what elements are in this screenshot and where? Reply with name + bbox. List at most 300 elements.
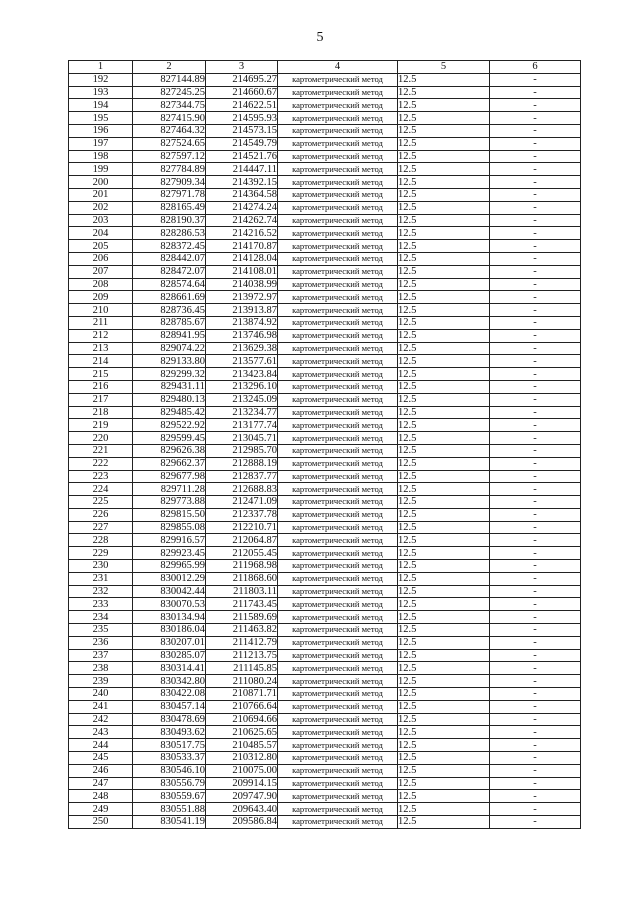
- point-number-cell: 219: [69, 419, 133, 432]
- accuracy-cell: 12.5: [398, 470, 490, 483]
- method-cell: картометрический метод: [278, 816, 398, 829]
- note-cell: -: [490, 816, 581, 829]
- note-cell: -: [490, 112, 581, 125]
- y-coordinate-cell: 214216.52: [206, 227, 278, 240]
- table-row: [69, 368, 581, 381]
- point-number-cell: 237: [69, 649, 133, 662]
- table-row: [69, 252, 581, 265]
- accuracy-cell: 12.5: [398, 99, 490, 112]
- table-row: [69, 201, 581, 214]
- method-cell: картометрический метод: [278, 329, 398, 342]
- table-row: [69, 636, 581, 649]
- y-coordinate-cell: 213874.92: [206, 316, 278, 329]
- table-row: [69, 163, 581, 176]
- method-cell: картометрический метод: [278, 265, 398, 278]
- note-cell: -: [490, 457, 581, 470]
- point-number-cell: 205: [69, 240, 133, 253]
- table-row: [69, 265, 581, 278]
- point-number-cell: 209: [69, 291, 133, 304]
- accuracy-cell: 12.5: [398, 560, 490, 573]
- point-number-cell: 249: [69, 803, 133, 816]
- x-coordinate-cell: 828286.53: [133, 227, 206, 240]
- method-cell: картометрический метод: [278, 598, 398, 611]
- method-cell: картометрический метод: [278, 649, 398, 662]
- note-cell: -: [490, 496, 581, 509]
- accuracy-cell: 12.5: [398, 713, 490, 726]
- point-number-cell: 194: [69, 99, 133, 112]
- point-number-cell: 214: [69, 355, 133, 368]
- method-cell: картометрический метод: [278, 739, 398, 752]
- y-coordinate-cell: 213746.98: [206, 329, 278, 342]
- table-row: [69, 585, 581, 598]
- table-row: [69, 86, 581, 99]
- y-coordinate-cell: 210871.71: [206, 688, 278, 701]
- point-number-cell: 229: [69, 547, 133, 560]
- page-number: 5: [316, 30, 324, 45]
- x-coordinate-cell: 830546.10: [133, 764, 206, 777]
- point-number-cell: 224: [69, 483, 133, 496]
- table-row: [69, 675, 581, 688]
- column-header: 3: [206, 61, 278, 74]
- method-cell: картометрический метод: [278, 547, 398, 560]
- method-cell: картометрический метод: [278, 636, 398, 649]
- note-cell: -: [490, 764, 581, 777]
- x-coordinate-cell: 829431.11: [133, 380, 206, 393]
- x-coordinate-cell: 827464.32: [133, 124, 206, 137]
- point-number-cell: 248: [69, 790, 133, 803]
- accuracy-cell: 12.5: [398, 214, 490, 227]
- point-number-cell: 227: [69, 521, 133, 534]
- point-number-cell: 246: [69, 764, 133, 777]
- note-cell: -: [490, 624, 581, 637]
- note-cell: -: [490, 688, 581, 701]
- point-number-cell: 238: [69, 662, 133, 675]
- x-coordinate-cell: 827245.25: [133, 86, 206, 99]
- y-coordinate-cell: 214108.01: [206, 265, 278, 278]
- x-coordinate-cell: 827344.75: [133, 99, 206, 112]
- note-cell: -: [490, 598, 581, 611]
- y-coordinate-cell: 211968.98: [206, 560, 278, 573]
- y-coordinate-cell: 214038.99: [206, 278, 278, 291]
- accuracy-cell: 12.5: [398, 188, 490, 201]
- y-coordinate-cell: 211868.60: [206, 572, 278, 585]
- table-row: [69, 534, 581, 547]
- x-coordinate-cell: 829522.92: [133, 419, 206, 432]
- table-row: [69, 342, 581, 355]
- point-number-cell: 201: [69, 188, 133, 201]
- x-coordinate-cell: 827415.90: [133, 112, 206, 125]
- y-coordinate-cell: 210625.65: [206, 726, 278, 739]
- point-number-cell: 195: [69, 112, 133, 125]
- method-cell: картометрический метод: [278, 316, 398, 329]
- table-row: [69, 432, 581, 445]
- table-body: [69, 73, 581, 828]
- x-coordinate-cell: 829133.80: [133, 355, 206, 368]
- table-row: [69, 483, 581, 496]
- method-cell: картометрический метод: [278, 368, 398, 381]
- point-number-cell: 212: [69, 329, 133, 342]
- note-cell: -: [490, 444, 581, 457]
- accuracy-cell: 12.5: [398, 176, 490, 189]
- point-number-cell: 198: [69, 150, 133, 163]
- table-row: [69, 304, 581, 317]
- table-row: [69, 803, 581, 816]
- point-number-cell: 202: [69, 201, 133, 214]
- y-coordinate-cell: 210766.64: [206, 700, 278, 713]
- x-coordinate-cell: 829855.08: [133, 521, 206, 534]
- table-row: [69, 649, 581, 662]
- y-coordinate-cell: 211412.79: [206, 636, 278, 649]
- method-cell: картометрический метод: [278, 73, 398, 86]
- table-header-row: [69, 61, 581, 74]
- point-number-cell: 231: [69, 572, 133, 585]
- point-number-cell: 215: [69, 368, 133, 381]
- y-coordinate-cell: 214170.87: [206, 240, 278, 253]
- table-row: [69, 688, 581, 701]
- x-coordinate-cell: 827909.34: [133, 176, 206, 189]
- note-cell: -: [490, 86, 581, 99]
- table-row: [69, 700, 581, 713]
- y-coordinate-cell: 214622.51: [206, 99, 278, 112]
- x-coordinate-cell: 828472.07: [133, 265, 206, 278]
- method-cell: картометрический метод: [278, 137, 398, 150]
- column-header: 1: [69, 61, 133, 74]
- y-coordinate-cell: 212064.87: [206, 534, 278, 547]
- point-number-cell: 213: [69, 342, 133, 355]
- accuracy-cell: 12.5: [398, 675, 490, 688]
- table-row: [69, 611, 581, 624]
- x-coordinate-cell: 830207.01: [133, 636, 206, 649]
- accuracy-cell: 12.5: [398, 278, 490, 291]
- point-number-cell: 207: [69, 265, 133, 278]
- point-number-cell: 192: [69, 73, 133, 86]
- table-row: [69, 291, 581, 304]
- point-number-cell: 220: [69, 432, 133, 445]
- accuracy-cell: 12.5: [398, 291, 490, 304]
- note-cell: -: [490, 393, 581, 406]
- table-row: [69, 726, 581, 739]
- method-cell: картометрический метод: [278, 188, 398, 201]
- accuracy-cell: 12.5: [398, 700, 490, 713]
- x-coordinate-cell: 827524.65: [133, 137, 206, 150]
- y-coordinate-cell: 212471.09: [206, 496, 278, 509]
- point-number-cell: 223: [69, 470, 133, 483]
- method-cell: картометрический метод: [278, 355, 398, 368]
- x-coordinate-cell: 828785.67: [133, 316, 206, 329]
- point-number-cell: 236: [69, 636, 133, 649]
- column-header: 5: [398, 61, 490, 74]
- table-row: [69, 713, 581, 726]
- point-number-cell: 247: [69, 777, 133, 790]
- method-cell: картометрический метод: [278, 470, 398, 483]
- note-cell: -: [490, 176, 581, 189]
- accuracy-cell: 12.5: [398, 790, 490, 803]
- note-cell: -: [490, 406, 581, 419]
- x-coordinate-cell: 829626.38: [133, 444, 206, 457]
- point-number-cell: 216: [69, 380, 133, 393]
- accuracy-cell: 12.5: [398, 508, 490, 521]
- method-cell: картометрический метод: [278, 99, 398, 112]
- note-cell: -: [490, 726, 581, 739]
- method-cell: картометрический метод: [278, 521, 398, 534]
- method-cell: картометрический метод: [278, 483, 398, 496]
- method-cell: картометрический метод: [278, 112, 398, 125]
- method-cell: картометрический метод: [278, 675, 398, 688]
- method-cell: картометрический метод: [278, 342, 398, 355]
- table-row: [69, 764, 581, 777]
- accuracy-cell: 12.5: [398, 649, 490, 662]
- note-cell: -: [490, 201, 581, 214]
- x-coordinate-cell: 829299.32: [133, 368, 206, 381]
- y-coordinate-cell: 214364.58: [206, 188, 278, 201]
- y-coordinate-cell: 212888.19: [206, 457, 278, 470]
- x-coordinate-cell: 829773.88: [133, 496, 206, 509]
- point-number-cell: 222: [69, 457, 133, 470]
- y-coordinate-cell: 211080.24: [206, 675, 278, 688]
- note-cell: -: [490, 316, 581, 329]
- column-header: 2: [133, 61, 206, 74]
- note-cell: -: [490, 252, 581, 265]
- table-row: [69, 739, 581, 752]
- accuracy-cell: 12.5: [398, 112, 490, 125]
- table-row: [69, 508, 581, 521]
- method-cell: картометрический метод: [278, 662, 398, 675]
- accuracy-cell: 12.5: [398, 355, 490, 368]
- x-coordinate-cell: 829662.37: [133, 457, 206, 470]
- method-cell: картометрический метод: [278, 803, 398, 816]
- note-cell: -: [490, 585, 581, 598]
- accuracy-cell: 12.5: [398, 624, 490, 637]
- accuracy-cell: 12.5: [398, 496, 490, 509]
- table-row: [69, 329, 581, 342]
- note-cell: -: [490, 150, 581, 163]
- accuracy-cell: 12.5: [398, 368, 490, 381]
- x-coordinate-cell: 830478.69: [133, 713, 206, 726]
- method-cell: картометрический метод: [278, 752, 398, 765]
- point-number-cell: 235: [69, 624, 133, 637]
- method-cell: картометрический метод: [278, 150, 398, 163]
- method-cell: картометрический метод: [278, 393, 398, 406]
- y-coordinate-cell: 213423.84: [206, 368, 278, 381]
- x-coordinate-cell: 829815.50: [133, 508, 206, 521]
- x-coordinate-cell: 830493.62: [133, 726, 206, 739]
- accuracy-cell: 12.5: [398, 240, 490, 253]
- table-row: [69, 624, 581, 637]
- method-cell: картометрический метод: [278, 624, 398, 637]
- y-coordinate-cell: 209914.15: [206, 777, 278, 790]
- note-cell: -: [490, 777, 581, 790]
- y-coordinate-cell: 213234.77: [206, 406, 278, 419]
- point-number-cell: 200: [69, 176, 133, 189]
- y-coordinate-cell: 213913.87: [206, 304, 278, 317]
- table-row: [69, 572, 581, 585]
- y-coordinate-cell: 214549.79: [206, 137, 278, 150]
- note-cell: -: [490, 240, 581, 253]
- x-coordinate-cell: 827784.89: [133, 163, 206, 176]
- x-coordinate-cell: 828190.37: [133, 214, 206, 227]
- table-row: [69, 816, 581, 829]
- y-coordinate-cell: 214447.11: [206, 163, 278, 176]
- column-header: 6: [490, 61, 581, 74]
- y-coordinate-cell: 213577.61: [206, 355, 278, 368]
- table-row: [69, 227, 581, 240]
- accuracy-cell: 12.5: [398, 406, 490, 419]
- x-coordinate-cell: 830134.94: [133, 611, 206, 624]
- method-cell: картометрический метод: [278, 572, 398, 585]
- note-cell: -: [490, 419, 581, 432]
- method-cell: картометрический метод: [278, 777, 398, 790]
- point-number-cell: 242: [69, 713, 133, 726]
- x-coordinate-cell: 830422.08: [133, 688, 206, 701]
- y-coordinate-cell: 212985.70: [206, 444, 278, 457]
- note-cell: -: [490, 304, 581, 317]
- table-row: [69, 112, 581, 125]
- method-cell: картометрический метод: [278, 560, 398, 573]
- accuracy-cell: 12.5: [398, 688, 490, 701]
- y-coordinate-cell: 213629.38: [206, 342, 278, 355]
- table-row: [69, 188, 581, 201]
- point-number-cell: 228: [69, 534, 133, 547]
- note-cell: -: [490, 214, 581, 227]
- method-cell: картометрический метод: [278, 419, 398, 432]
- accuracy-cell: 12.5: [398, 585, 490, 598]
- note-cell: -: [490, 572, 581, 585]
- method-cell: картометрический метод: [278, 688, 398, 701]
- method-cell: картометрический метод: [278, 790, 398, 803]
- point-number-cell: 211: [69, 316, 133, 329]
- method-cell: картометрический метод: [278, 764, 398, 777]
- y-coordinate-cell: 214695.27: [206, 73, 278, 86]
- point-number-cell: 234: [69, 611, 133, 624]
- method-cell: картометрический метод: [278, 86, 398, 99]
- method-cell: картометрический метод: [278, 406, 398, 419]
- y-coordinate-cell: 213177.74: [206, 419, 278, 432]
- accuracy-cell: 12.5: [398, 227, 490, 240]
- x-coordinate-cell: 830012.29: [133, 572, 206, 585]
- table-row: [69, 547, 581, 560]
- y-coordinate-cell: 210694.66: [206, 713, 278, 726]
- y-coordinate-cell: 212055.45: [206, 547, 278, 560]
- x-coordinate-cell: 827597.12: [133, 150, 206, 163]
- x-coordinate-cell: 828736.45: [133, 304, 206, 317]
- method-cell: картометрический метод: [278, 380, 398, 393]
- accuracy-cell: 12.5: [398, 316, 490, 329]
- y-coordinate-cell: 214573.15: [206, 124, 278, 137]
- point-number-cell: 226: [69, 508, 133, 521]
- x-coordinate-cell: 830541.19: [133, 816, 206, 829]
- note-cell: -: [490, 368, 581, 381]
- accuracy-cell: 12.5: [398, 636, 490, 649]
- x-coordinate-cell: 830042.44: [133, 585, 206, 598]
- x-coordinate-cell: 828372.45: [133, 240, 206, 253]
- method-cell: картометрический метод: [278, 534, 398, 547]
- x-coordinate-cell: 830551.88: [133, 803, 206, 816]
- note-cell: -: [490, 675, 581, 688]
- note-cell: -: [490, 560, 581, 573]
- note-cell: -: [490, 99, 581, 112]
- y-coordinate-cell: 212210.71: [206, 521, 278, 534]
- accuracy-cell: 12.5: [398, 86, 490, 99]
- note-cell: -: [490, 163, 581, 176]
- point-number-cell: 244: [69, 739, 133, 752]
- accuracy-cell: 12.5: [398, 342, 490, 355]
- y-coordinate-cell: 209586.84: [206, 816, 278, 829]
- point-number-cell: 221: [69, 444, 133, 457]
- x-coordinate-cell: 830070.53: [133, 598, 206, 611]
- note-cell: -: [490, 329, 581, 342]
- note-cell: -: [490, 380, 581, 393]
- y-coordinate-cell: 209643.40: [206, 803, 278, 816]
- accuracy-cell: 12.5: [398, 598, 490, 611]
- x-coordinate-cell: 828574.64: [133, 278, 206, 291]
- x-coordinate-cell: 829965.99: [133, 560, 206, 573]
- method-cell: картометрический метод: [278, 585, 398, 598]
- y-coordinate-cell: 210075.00: [206, 764, 278, 777]
- table-row: [69, 124, 581, 137]
- point-number-cell: 197: [69, 137, 133, 150]
- note-cell: -: [490, 752, 581, 765]
- x-coordinate-cell: 829599.45: [133, 432, 206, 445]
- x-coordinate-cell: 828165.49: [133, 201, 206, 214]
- x-coordinate-cell: 829916.57: [133, 534, 206, 547]
- note-cell: -: [490, 521, 581, 534]
- y-coordinate-cell: 211145.85: [206, 662, 278, 675]
- note-cell: -: [490, 739, 581, 752]
- point-number-cell: 217: [69, 393, 133, 406]
- note-cell: -: [490, 700, 581, 713]
- y-coordinate-cell: 212688.83: [206, 483, 278, 496]
- note-cell: -: [490, 265, 581, 278]
- method-cell: картометрический метод: [278, 457, 398, 470]
- point-number-cell: 232: [69, 585, 133, 598]
- point-number-cell: 193: [69, 86, 133, 99]
- method-cell: картометрический метод: [278, 201, 398, 214]
- method-cell: картометрический метод: [278, 176, 398, 189]
- method-cell: картометрический метод: [278, 163, 398, 176]
- table-row: [69, 419, 581, 432]
- note-cell: -: [490, 547, 581, 560]
- accuracy-cell: 12.5: [398, 329, 490, 342]
- accuracy-cell: 12.5: [398, 265, 490, 278]
- point-number-cell: 218: [69, 406, 133, 419]
- accuracy-cell: 12.5: [398, 803, 490, 816]
- note-cell: -: [490, 432, 581, 445]
- table-row: [69, 752, 581, 765]
- accuracy-cell: 12.5: [398, 304, 490, 317]
- y-coordinate-cell: 214595.93: [206, 112, 278, 125]
- x-coordinate-cell: 830342.80: [133, 675, 206, 688]
- point-number-cell: 233: [69, 598, 133, 611]
- table-row: [69, 777, 581, 790]
- y-coordinate-cell: 212837.77: [206, 470, 278, 483]
- point-number-cell: 225: [69, 496, 133, 509]
- point-number-cell: 204: [69, 227, 133, 240]
- y-coordinate-cell: 211743.45: [206, 598, 278, 611]
- point-number-cell: 210: [69, 304, 133, 317]
- note-cell: -: [490, 483, 581, 496]
- column-header: 4: [278, 61, 398, 74]
- note-cell: -: [490, 713, 581, 726]
- y-coordinate-cell: 211589.69: [206, 611, 278, 624]
- x-coordinate-cell: 828442.07: [133, 252, 206, 265]
- method-cell: картометрический метод: [278, 278, 398, 291]
- point-number-cell: 239: [69, 675, 133, 688]
- y-coordinate-cell: 214521.76: [206, 150, 278, 163]
- accuracy-cell: 12.5: [398, 380, 490, 393]
- accuracy-cell: 12.5: [398, 739, 490, 752]
- accuracy-cell: 12.5: [398, 547, 490, 560]
- accuracy-cell: 12.5: [398, 73, 490, 86]
